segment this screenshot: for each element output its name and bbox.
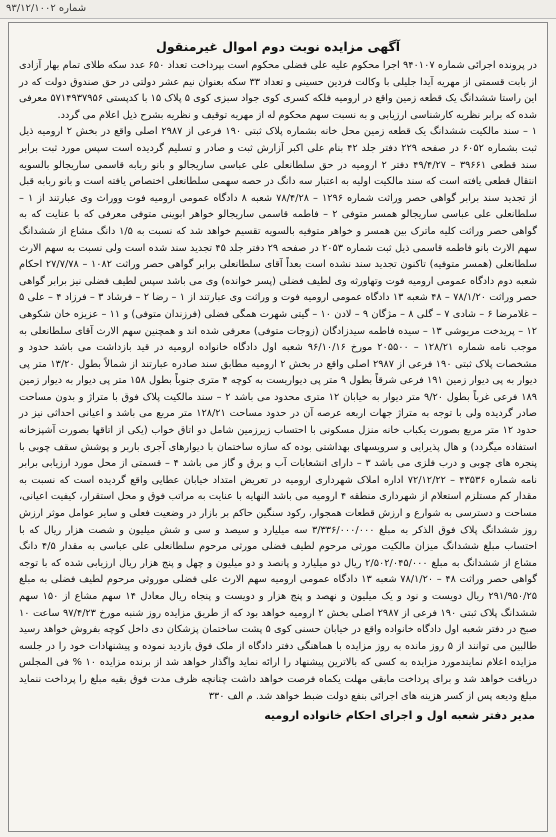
notice-body	[19, 58, 537, 705]
notice-paragraph: در پرونده اجرائی شماره ۹۴۰۱۰۷ اجرا محکوم علیه علی فضلی محکوم است بپرداخت تعداد ۶۵۰ عدد سکه طلای تمام بهار آزادی از بابت قسمتی از مهریه آیدا جلیلی با وکالت فردین حسینی و تعداد ۳۳ سکه بعنوان نیم عشر دولتی در حق صندوق دولت که در این راستا ششدانگ یک قطعه زمین واقع در ارومیه فلکه کسری کوی جواد سبزی کوی ۵ پلاک ۱۵ با کدپستی ۵۷۱۴۹۳۷۹۵۶ معرفی شده که برابر نظریه کارشناسی ارزیابی و به نسبت سهم محکوم له از مهریه توقیف و نظریه بشرح ذیل اعلام می گردد.	[19, 60, 538, 121]
legal-notice	[8, 22, 548, 832]
page-header-strip	[0, 0, 556, 19]
notice-signature: مدیر دفتر شعبه اول و اجرای احکام خانواده ارومیه	[264, 709, 535, 723]
issue-number: شماره ۹۳/۱۲/۱۰۰۲	[6, 3, 87, 14]
notice-title: آگهی مزایده نوبت دوم اموال غیرمنقول	[155, 39, 401, 54]
notice-paragraph: ۱ – سند مالکیت ششدانگ یک قطعه زمین محل خانه بشماره پلاک ثبتی ۱۹۰ فرعی از ۲۹۸۷ اصلی واقع در بخش ۲ ارومیه ذیل ثبت بشماره ۶۰۵۲ در صفحه ۲۲۹ دفتر جلد ۴۲ بنام علی اکبر آزارش ثبت و صادر و تسلیم گردیده است سپس مورد ثبت برابر سند قطعی ۳۹۶۶۱ – ۴۹/۴/۲۷ دفتر ۲ ارومیه در حق سلطانعلی علی عباسی ساریجالو و بانو ربابه قاسمی ساریجالو بالسویه انتقال قطعی یافته است که سند مالکیت اولیه به اعتبار سه دانگ در حصه سهمی سلطانعلی اختصاص یافته است و بانو ربابه قبل از تجدید سند برابر گواهی حصر وراثت شماره ۱۲۹۶ – ۷۸/۴/۲۸ شعبه ۸ دادگاه عمومی ارومیه فوت ووراث وی عبارتند از ۱ – سلطانعلی علی عباسی ساریجالو همسر متوفی ۲ – فاطمه قاسمی ساریجالو خواهر ابوینی متوفی معرفی که با عنایت که به گواهی حصر وراثت کلیه ماترک بین همسر و خواهر متوفیه بالسویه تقسیم خواهد شد که نسبت به ۱/۵ دانگ مشاع از ششدانگ سهم الارث بانو فاطمه قاسمی ذیل ثبت شماره ۲۰۵۳ در صفحه ۲۹ دفتر جلد ۴۵ تجدید سند شده است ولی نسبت به سهم الارث سلطانعلی (همسر متوفیه) تاکنون تجدید سند نشده است بعداً آقای سلطانعلی برابر گواهی حصر وراثت ۱۰۸۲ – ۲۷/۷/۷۸ احکام شعبه دوم دادگاه عمومی ارومیه فوت وتهاورثه وی لطیف فضلی (پسر خوانده) وی می باشد سپس لطیف فضلی نیز برابر گواهی حصر وراثت ۷۸/۱/۲۰ – ۴۸ شعبه ۱۳ دادگاه عمومی ارومیه فوت و وراثت وی عبارتند از ۱ – رضا ۲ – فرشاد ۳ – فرزاد ۴ – علی ۵ – غلامرضا ۶ – شادی ۷ – گلی ۸ – مژگان ۹ – لادن ۱۰ – گیتی شهرت همگی فضلی (فرزندان متوفی) و ۱۱ – عزیزه خان شکوهی ۱۲ – پریدخت مریوشی ۱۳ – سیده فاطمه سیدزادگان (زوجات متوفی) معرفی شده اند و همچنین سهم الارث آقای سلطانعلی به موجب نامه شماره ۱۲۸/۲۱ – ۲۰۵۵۰۰ مورخ ۹۶/۱۰/۱۶ شعبه اول دادگاه خانواده ارومیه در قید بازداشت می باشد حدود و مشخصات پلاک ثبتی ۱۹۰ فرعی از ۲۹۸۷ اصلی واقع در بخش ۲ ارومیه مطابق سند صادره عبارتند از شمالاً بطول ۱۳/۲۰ متر پی دیوار به پی دیوار زمین ۱۹۱ فرعی شرقاً بطول ۹ متر پی دیواریست به کوچه ۴ متری جنوباً بطول ۱۵۸ متر پی دیوار به دیوار زمین ۱۸۹ فرعی غرباً بطول ۹/۲۰ متر دیوار به خیابان ۱۲ متری محدود می باشد ۲ – سند مالکیت پلاک فوق با متراژ و بدون مساحت صادر گردیده ولی با توجه به متراژ جهات اربعه عرصه آن در حدود مساحت ۱۲۸/۲۱ متر مربع می باشد و اعیانی احداثی نیز در حدود ۱۲ متر مربع بصورت یکباب خانه منزل مسکونی با احتساب زیرزمین شامل دو اتاق خواب (یکی از اتاقها بصورت آشپزخانه استفاده میگردد) و هال پذیرایی و سرویسهای بهداشتی بوده که سازه ساختمان با دیوارهای آجری باربر و پوشش سقف چوبی با پنجره های چوبی و درب فلزی می باشد ۳ – دارای انشعابات آب و برق و گاز می باشد ۴ – قسمتی از محل مورد ارزیابی برابر نامه شماره ۴۳۵۳۶ – ۷۲/۱۲/۲۲ اداره املاک شهرداری ارومیه در تعریض امتداد خیابان عطایی واقع گردیده است که نسبت به مقدار کم مستلزم استعلام از شهرداری منطقه ۴ ارومیه می باشد النهایه با عنایت به مراتب فوق و محل استقرار، کیفیت اعیانی، مساحت و دسترسی به شوارع و ارزش قطعات همجوار، رکود سنگین حاکم بر بازار در وضعیت فعلی و سایر عوامل موثر ارزش روز ششدانگ پلاک فوق الذکر به مبلغ ۳/۳۳۶/۰۰۰/۰۰۰ سه میلیارد و سیصد و سی و شش میلیون و شصت هزار ریال که با احتساب مبلغ ششدانگ میزان مالکیت مورثی مرحوم لطیف فضلی مورثی مرحوم سلطانعلی علی عباسی به مقدار ۴/۵ دانگ مشاع از ششدانگ به مبلغ ۲/۵۰۲/۰۴۵/۰۰۰ ریال دو میلیارد و پانصد و دو میلیون و چهل و پنج هزار ریال ارزیابی شده که با توجه گواهی حصر وراثت ۴۸ – ۷۸/۱/۲۰ شعبه ۱۳ دادگاه عمومی ارومیه سهم الارث علی فضلی موروثی مرحوم لطیف فضلی به مبلغ ۲۹۱/۹۵۰/۲۵ ریال دویست و نود و یک میلیون و نهصد و پنج هزار و دویست و پنجاه ریال معادل ۱۴ سهم مشاع از ۱۵۰ سهم ششدانگ پلاک ثبتی ۱۹۰ فرعی از ۲۹۸۷ اصلی بخش ۲ ارومیه خواهد بود که از طریق مزایده روز شنبه مورخ ۹۷/۴/۲۳ ساعت ۱۰ صبح در دفتر شعبه اول دادگاه خانواده واقع در خیابان حسنی کوی ۵ پشت ساختمان پزشکان دی داخل کوچه بفروش خواهد رسید طالبین می توانند از ۵ روز مانده به روز مزایده با هماهنگی دفتر دادگاه از ملک فوق بازدید نموده و پیشنهادات خود را در جلسه مزایده اعلام نمایندمورد مزایده به کسی که بالاترین پیشنهاد را ارائه نماید واگذار خواهد شد از برنده مزایده ۱۰ % فی المجلس دریافت خواهد شد و برای پرداخت مابقی مهلت یکماه فرصت خواهد داشت چنانچه ظرف مدت فوق بقیه مبلغ را پرداخت ننماید مبلغ ودیعه پس از کسر هزینه های اجرائی بنفع دولت ضبط خواهد شد. م الف ۳۳۰	[19, 126, 538, 702]
